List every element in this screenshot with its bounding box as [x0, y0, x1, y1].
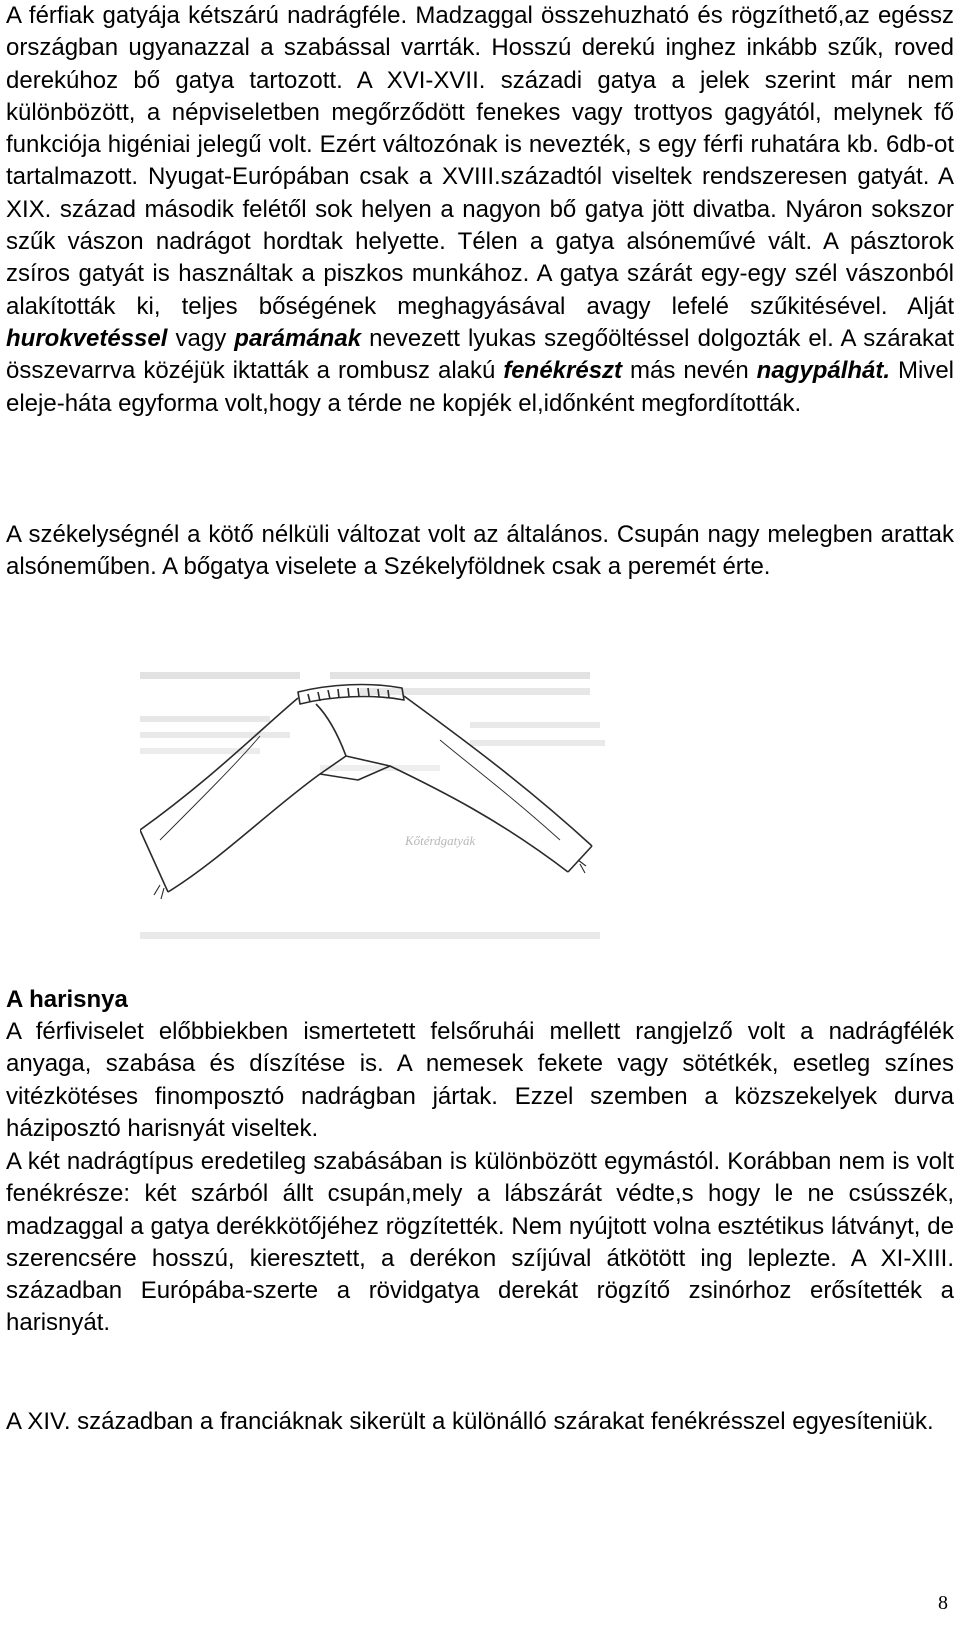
- paragraph-ferfiviselet: A férfiviselet előbbiekben ismertetett felsőruhái mellett rangjelző volt a nadrágfélék anyaga, szabása és díszítése is. A nemesek fekete vagy sötétkék, esetleg színes vitézkötéses finomposztó nadrágban jártak. Ezzel szemben a közszekelyek durva háziposztó harisnyát viseltek.: [6, 1018, 954, 1142]
- trousers-drawing: [140, 670, 605, 948]
- paragraph-gatya-description: [6, 0, 954, 420]
- page-number: 8: [938, 1592, 948, 1614]
- figure-caption: Kőtérdgatyák: [405, 833, 476, 848]
- paragraph-text: Mivel eleje-háta egyforma volt,hogy a térde ne kopjék el,időnként megfordították.: [6, 357, 954, 417]
- gatya-illustration: [140, 670, 605, 948]
- term-hurokvetes: hurokvetéssel: [6, 324, 168, 352]
- scan-texture: [140, 672, 605, 939]
- term-fenekresz: fenékrészt: [503, 357, 623, 385]
- section-heading: A harisnya: [6, 986, 128, 1013]
- paragraph-xiv-szazad: A XIV. században a franciáknak sikerült a különálló szárakat fenékrésszel egyesíteniük.: [6, 1408, 934, 1435]
- paragraph-text: A férfiak gatyája kétszárú nadrágféle. Madzaggal összehuzható és rögzíthető,az egéssz országban ugyanazzal a szabással varrták. Hosszú derekú inghez inkább szűk, roved derekúhoz bő gatya tartozott. A XVI-XVII. századi gatya a jelek szerint már nem különbözött, a népviseletben megőrződött fenekes vagy trottyos gagyától, melynek fő funkciója higéniai jelegű volt. Ezért változónak is nevezték, s egy férfi ruhatára kb. 6db-ot tartalmazott. Nyugat-Európában csak a XVIII.századtól viseltek rendszeresen gatyát. A XIX. század második felétől sok helyen a nagyon bő gatya jött divatba. Nyáron sokszor szűk vászon nadrágot hordtak helyette. Télen a gatya alsóneművé vált. A pásztorok zsíros gatyát is használtak a piszkos munkához. A gatya szárát egy-egy szél vászonból alakították ki, teljes bőségének meghagyásával avagy lefelé szűkitésével. Alját: [6, 2, 954, 320]
- paragraph-text: vagy: [167, 324, 235, 352]
- paragraph-text: más nevén: [622, 357, 757, 385]
- term-nagypalha: nagypálhát.: [756, 357, 891, 385]
- paragraph-nadragtipus: A két nadrágtípus eredetileg szabásában is különbözött egymástól. Korábban nem is volt fenékrésze: két szárból állt csupán,mely a lábszárát védte,s hogy le ne csússzék, madzaggal a gatya derékkötőjéhez rögzítették. Nem nyújtott volna esztétikus látványt, de szerencsére hosszú, kieresztett, a derékon szíjúval átkötött ing leplezte. A XI-XIII. században Európába-szerte a rövidgatya derekát rögzítő zsinórhoz erősítették a harisnyát.: [6, 1148, 954, 1337]
- paragraph-szekely: A székelységnél a kötő nélküli változat volt az általános. Csupán nagy melegben arattak alsóneműben. A bőgatya viselete a Székelyföldnek csak a peremét érte.: [6, 521, 954, 581]
- paragraph-text: nevezett lyukas szegőöltéssel dolgozták el. A szárakat összevarrva közéjük iktatták a rombusz alakú: [6, 324, 954, 385]
- term-parama: parámának: [234, 324, 362, 352]
